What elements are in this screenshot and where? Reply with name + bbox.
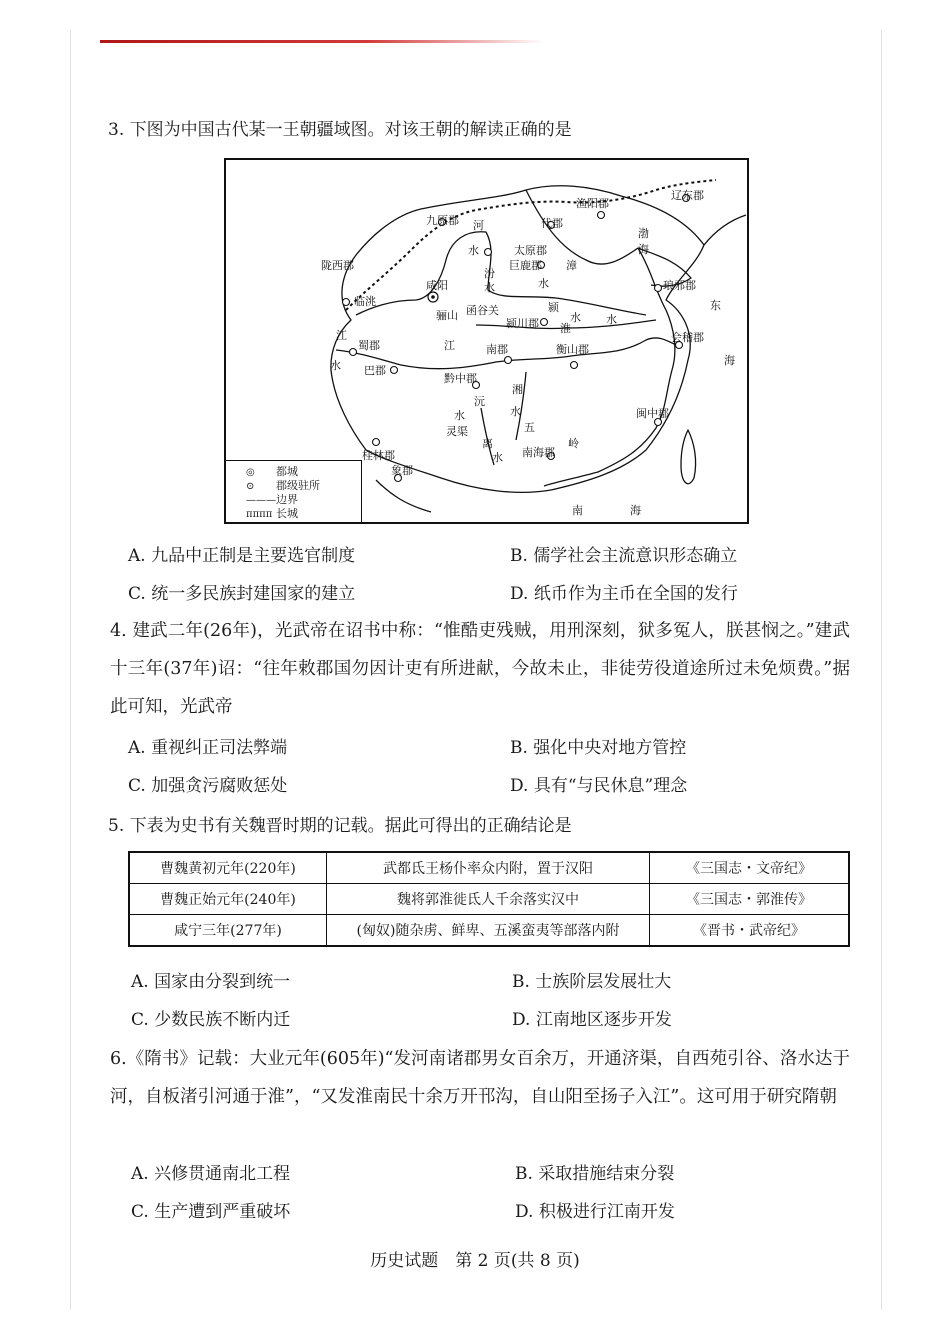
map-label: 渔阳郡 [576, 197, 609, 210]
map-label: 五 [524, 421, 535, 434]
leizhou-coast [376, 480, 431, 512]
q6-option-b: B. 采取措施结束分裂 [515, 1164, 675, 1184]
map-label: 陇西郡 [321, 259, 354, 272]
map-label: 桂林郡 [362, 449, 395, 462]
map-label: 颍 [548, 301, 559, 314]
q5-option-a: A. 国家由分裂到统一 [131, 972, 291, 992]
map-label: 琅邪郡 [663, 279, 696, 292]
capital-symbol [428, 292, 438, 302]
map-label: 汾 [484, 267, 495, 280]
legend-label: 郡级驻所 [276, 479, 320, 492]
liaodong-coast [704, 215, 746, 245]
q3-option-d: D. 纸币作为主币在全国的发行 [510, 584, 738, 604]
border-line-icon: ——— [246, 495, 276, 506]
table-row [129, 884, 849, 915]
map-label: 离 [482, 437, 493, 450]
map-label: 南 [572, 504, 583, 517]
map-label: 水 [468, 244, 479, 257]
table-cell: (匈奴)随杂虏、鲜卑、五溪蛮夷等部落内附 [327, 915, 650, 947]
q5-records-table [128, 851, 850, 947]
table-row [129, 915, 849, 947]
q4-option-a: A. 重视纠正司法弊端 [128, 738, 288, 758]
map-label: 渤 [638, 227, 649, 240]
map-label: 灵渠 [446, 425, 468, 438]
q5-stem: 5. 下表为史书有关魏晋时期的记载。据此可得出的正确结论是 [108, 816, 572, 836]
q3-option-b: B. 儒学社会主流意识形态确立 [510, 546, 738, 566]
commandery-seat-icon: ⊙ [246, 481, 255, 492]
q5-option-d: D. 江南地区逐步开发 [512, 1010, 672, 1030]
table-cell: 魏将郭淮徙氐人千余落实汉中 [327, 884, 650, 915]
map-label: 太原郡 [514, 244, 547, 257]
q5-option-b: B. 士族阶层发展壮大 [512, 972, 672, 992]
q3-option-a: A. 九品中正制是主要选官制度 [128, 546, 356, 566]
map-label: 漳 [566, 259, 577, 272]
map-label: 临洮 [354, 295, 376, 308]
q4-option-c: C. 加强贪污腐败惩处 [128, 776, 288, 796]
map-label: 江 [336, 329, 347, 342]
map-label: 湘 [512, 383, 523, 396]
map-label: 辽东郡 [671, 189, 704, 202]
q4-stem: 4. 建武二年(26年)，光武帝在诏书中称：“惟酷吏残贼，用刑深刻，狱多冤人，朕甚悯之。”建武十三年(37年)诏：“往年敕郡国勿因计吏有所进献，今故未止，非徒劳役道途所过未免烦费。”据此可知，光武帝 [110, 621, 850, 717]
map-label: 九原郡 [426, 214, 459, 227]
map-label: 水 [606, 313, 617, 326]
map-label: 巨鹿郡 [509, 259, 542, 272]
map-label: 淮 [560, 322, 571, 335]
map-label: 会稽郡 [671, 331, 704, 344]
legend-row [246, 480, 320, 493]
map-label: 黔中郡 [444, 372, 477, 385]
table-cell: 咸宁三年(277年) [129, 915, 327, 947]
map-label: 象郡 [391, 464, 413, 477]
table-cell: 曹魏正始元年(240年) [129, 884, 327, 915]
map-label: 函谷关 [466, 304, 499, 317]
map-label: 咸阳 [426, 279, 448, 292]
legend-label: 长城 [276, 507, 298, 520]
page-footer: 历史试题 第 2 页(共 8 页) [370, 1251, 580, 1271]
legend-row [246, 494, 298, 507]
map-label: 海 [724, 354, 735, 367]
map-label: 闽中郡 [636, 407, 669, 420]
legend-label: 边界 [276, 493, 298, 506]
map-label: 南郡 [486, 343, 508, 356]
map-label: 南海郡 [522, 446, 555, 459]
map-label: 东 [710, 299, 721, 312]
map-label: 水 [492, 451, 503, 464]
legend-label: 都城 [276, 465, 298, 478]
table-cell: 曹魏黄初元年(220年) [129, 852, 327, 884]
q6-option-c: C. 生产遭到严重破坏 [131, 1202, 291, 1222]
table-cell: 《三国志・郭淮传》 [650, 884, 850, 915]
map-label: 海 [638, 243, 649, 256]
map-label: 蜀郡 [358, 339, 380, 352]
map-label: 水 [454, 409, 465, 422]
taiwan-island [681, 430, 696, 484]
table-cell: 《晋书・武帝纪》 [650, 915, 850, 947]
map-label: 岭 [568, 437, 579, 450]
map-label: 江 [444, 339, 455, 352]
map-label: 衡山郡 [556, 343, 589, 356]
map-label: 水 [510, 405, 521, 418]
q4-option-b: B. 强化中央对地方管控 [510, 738, 687, 758]
map-label: 河 [473, 219, 484, 232]
q6-option-d: D. 积极进行江南开发 [515, 1202, 675, 1222]
q6-stem: 6.《隋书》记载：大业元年(605年)“发河南诸郡男女百余万，开通济渠，自西苑引谷、洛水达于河，自板渚引河通于淮”，“又发淮南民十余万开邗沟，自山阳至扬子入江”。这可用于研究隋朝 [110, 1049, 850, 1107]
legend-row [246, 508, 298, 521]
legend-row [246, 466, 298, 479]
map-label: 海 [630, 504, 641, 517]
q3-stem: 3. 下图为中国古代某一王朝疆域图。对该王朝的解读正确的是 [108, 120, 572, 140]
map-label: 颍川郡 [506, 317, 539, 330]
q3-map [224, 158, 749, 524]
yellow-river [356, 232, 646, 315]
capital-icon: ◎ [246, 467, 255, 478]
map-label: 沅 [474, 395, 485, 408]
table-row [129, 852, 849, 884]
map-label: 水 [330, 359, 341, 372]
q3-option-c: C. 统一多民族封建国家的建立 [128, 584, 356, 604]
q5-option-c: C. 少数民族不断内迁 [131, 1010, 291, 1030]
map-label: 水 [484, 281, 495, 294]
map-label: 巴郡 [364, 364, 386, 377]
map-legend [226, 460, 362, 523]
map-label: 水 [570, 311, 581, 324]
table-cell: 武都氐王杨仆率众内附，置于汉阳 [327, 852, 650, 884]
map-label: 代郡 [541, 217, 563, 230]
map-label: 骊山 [436, 309, 458, 322]
table-cell: 《三国志・文帝纪》 [650, 852, 850, 884]
q6-option-a: A. 兴修贯通南北工程 [131, 1164, 291, 1184]
great-wall-icon: ᴨᴨᴨᴨ [246, 509, 273, 520]
q4-option-d: D. 具有“与民休息”理念 [510, 776, 688, 796]
map-label: 水 [538, 277, 549, 290]
